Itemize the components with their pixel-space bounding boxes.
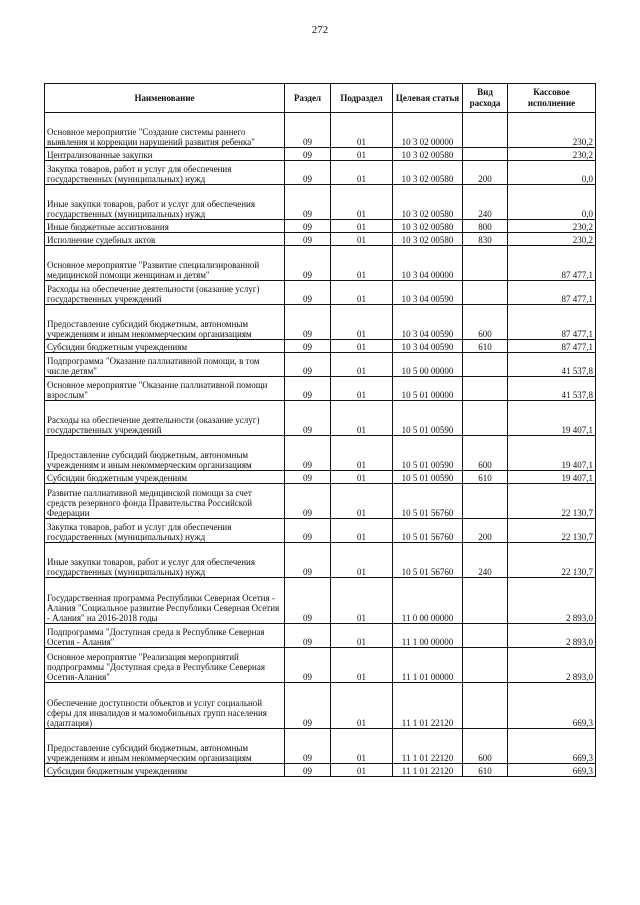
row-target: 10 5 01 00590 <box>393 401 463 436</box>
table-row <box>45 683 596 729</box>
row-name: Основное мероприятие "Оказание паллиативной помощи взрослым" <box>45 377 285 401</box>
row-target: 10 3 02 00000 <box>393 113 463 148</box>
table-row <box>45 401 596 436</box>
row-target: 10 5 01 56760 <box>393 519 463 543</box>
row-subsection: 01 <box>331 484 393 519</box>
row-name: Предоставление субсидий бюджетным, автономным учреждениям и иным некоммерческим организациям <box>45 729 285 764</box>
header-target: Целевая статья <box>393 84 463 113</box>
row-subsection: 01 <box>331 113 393 148</box>
row-subsection: 01 <box>331 246 393 281</box>
table-row <box>45 185 596 220</box>
row-target: 10 3 02 00580 <box>393 185 463 220</box>
row-section: 09 <box>285 519 331 543</box>
row-name: Иные закупки товаров, работ и услуг для обеспечения государственных (муниципальных) нужд <box>45 185 285 220</box>
table-row <box>45 246 596 281</box>
row-target: 10 3 04 00590 <box>393 340 463 353</box>
row-subsection: 01 <box>331 471 393 484</box>
row-kind: 610 <box>463 471 508 484</box>
row-section: 09 <box>285 764 331 777</box>
row-subsection: 01 <box>331 340 393 353</box>
row-kind: 200 <box>463 519 508 543</box>
row-target: 10 3 02 00580 <box>393 161 463 185</box>
table-row <box>45 305 596 340</box>
row-kind <box>463 281 508 305</box>
page-number: 272 <box>311 24 329 36</box>
row-amount: 22 130,7 <box>508 543 596 578</box>
row-amount: 2 893,0 <box>508 578 596 624</box>
table-body <box>45 113 596 777</box>
row-target: 10 3 02 00580 <box>393 148 463 161</box>
row-name: Подпрограмма "Доступная среда в Республике Северная Осетия - Алания" <box>45 624 285 648</box>
row-name: Закупка товаров, работ и услуг для обеспечения государственных (муниципальных) нужд <box>45 519 285 543</box>
row-target: 11 1 01 22120 <box>393 683 463 729</box>
row-kind <box>463 484 508 519</box>
row-section: 09 <box>285 340 331 353</box>
row-kind <box>463 246 508 281</box>
row-section: 09 <box>285 161 331 185</box>
row-target: 10 3 02 00580 <box>393 233 463 246</box>
row-kind <box>463 148 508 161</box>
row-name: Иные бюджетные ассигнования <box>45 220 285 233</box>
row-kind: 240 <box>463 543 508 578</box>
row-subsection: 01 <box>331 624 393 648</box>
row-name: Предоставление субсидий бюджетным, автономным учреждениям и иным некоммерческим организациям <box>45 436 285 471</box>
table-header-row <box>45 84 596 113</box>
row-kind <box>463 683 508 729</box>
table-row <box>45 648 596 683</box>
row-name: Исполнение судебных актов <box>45 233 285 246</box>
row-target: 10 3 04 00000 <box>393 246 463 281</box>
row-amount: 0,0 <box>508 161 596 185</box>
row-amount: 230,2 <box>508 233 596 246</box>
table-row <box>45 729 596 764</box>
row-section: 09 <box>285 233 331 246</box>
row-kind: 240 <box>463 185 508 220</box>
row-section: 09 <box>285 484 331 519</box>
row-name: Подпрограмма "Оказание паллиативной помощи, в том числе детям" <box>45 353 285 377</box>
row-kind <box>463 648 508 683</box>
header-cash: Кассовое исполнение <box>508 84 596 113</box>
row-amount: 87 477,1 <box>508 246 596 281</box>
row-amount: 22 130,7 <box>508 484 596 519</box>
table-row <box>45 233 596 246</box>
row-amount: 230,2 <box>508 220 596 233</box>
header-subsection: Подраздел <box>331 84 393 113</box>
row-amount: 230,2 <box>508 148 596 161</box>
row-section: 09 <box>285 624 331 648</box>
row-name: Основное мероприятие "Реализация мероприятий подпрограммы "Доступная среда в Республике Северная Осетия-Алания" <box>45 648 285 683</box>
table-row <box>45 113 596 148</box>
row-amount: 2 893,0 <box>508 648 596 683</box>
row-kind: 610 <box>463 764 508 777</box>
row-target: 10 3 02 00580 <box>393 220 463 233</box>
table-row <box>45 519 596 543</box>
row-section: 09 <box>285 185 331 220</box>
table-row <box>45 340 596 353</box>
row-section: 09 <box>285 246 331 281</box>
table-row <box>45 220 596 233</box>
row-target: 11 1 01 22120 <box>393 764 463 777</box>
table-row <box>45 543 596 578</box>
budget-table <box>44 83 596 777</box>
row-kind: 830 <box>463 233 508 246</box>
row-kind <box>463 377 508 401</box>
row-subsection: 01 <box>331 161 393 185</box>
row-subsection: 01 <box>331 281 393 305</box>
row-kind: 600 <box>463 436 508 471</box>
row-kind: 800 <box>463 220 508 233</box>
row-subsection: 01 <box>331 648 393 683</box>
row-target: 10 3 04 00590 <box>393 281 463 305</box>
row-amount: 41 537,8 <box>508 377 596 401</box>
row-section: 09 <box>285 578 331 624</box>
row-name: Обеспечение доступности объектов и услуг социальной сферы для инвалидов и маломобильных групп населения (адаптация) <box>45 683 285 729</box>
row-target: 10 5 01 00590 <box>393 471 463 484</box>
table-row <box>45 353 596 377</box>
header-name: Наименование <box>45 84 285 113</box>
row-section: 09 <box>285 543 331 578</box>
row-amount: 41 537,8 <box>508 353 596 377</box>
row-target: 11 1 00 00000 <box>393 624 463 648</box>
row-subsection: 01 <box>331 543 393 578</box>
row-amount: 87 477,1 <box>508 305 596 340</box>
row-section: 09 <box>285 148 331 161</box>
row-kind: 200 <box>463 161 508 185</box>
row-subsection: 01 <box>331 185 393 220</box>
row-name: Предоставление субсидий бюджетным, автономным учреждениям и иным некоммерческим организациям <box>45 305 285 340</box>
row-section: 09 <box>285 471 331 484</box>
row-kind <box>463 578 508 624</box>
row-amount: 669,3 <box>508 683 596 729</box>
row-section: 09 <box>285 401 331 436</box>
row-subsection: 01 <box>331 305 393 340</box>
row-section: 09 <box>285 436 331 471</box>
row-section: 09 <box>285 683 331 729</box>
table-row <box>45 148 596 161</box>
table-row <box>45 377 596 401</box>
row-section: 09 <box>285 281 331 305</box>
row-name: Централизованные закупки <box>45 148 285 161</box>
row-kind: 600 <box>463 729 508 764</box>
row-subsection: 01 <box>331 220 393 233</box>
row-kind <box>463 353 508 377</box>
row-target: 10 5 01 00000 <box>393 377 463 401</box>
row-kind <box>463 113 508 148</box>
row-subsection: 01 <box>331 377 393 401</box>
row-amount: 2 893,0 <box>508 624 596 648</box>
row-section: 09 <box>285 220 331 233</box>
row-amount: 669,3 <box>508 729 596 764</box>
row-target: 10 5 01 00590 <box>393 436 463 471</box>
table-row <box>45 764 596 777</box>
row-subsection: 01 <box>331 519 393 543</box>
row-name: Основное мероприятие "Создание системы раннего выявления и коррекции нарушений развития ребенка" <box>45 113 285 148</box>
table-row <box>45 471 596 484</box>
row-subsection: 01 <box>331 353 393 377</box>
row-amount: 230,2 <box>508 113 596 148</box>
row-target: 10 5 01 56760 <box>393 484 463 519</box>
row-amount: 19 407,1 <box>508 471 596 484</box>
row-amount: 87 477,1 <box>508 340 596 353</box>
row-kind <box>463 401 508 436</box>
row-subsection: 01 <box>331 436 393 471</box>
header-section: Раздел <box>285 84 331 113</box>
row-kind: 600 <box>463 305 508 340</box>
row-subsection: 01 <box>331 401 393 436</box>
row-subsection: 01 <box>331 148 393 161</box>
row-section: 09 <box>285 729 331 764</box>
row-amount: 0,0 <box>508 185 596 220</box>
row-kind: 610 <box>463 340 508 353</box>
row-section: 09 <box>285 648 331 683</box>
row-subsection: 01 <box>331 683 393 729</box>
row-name: Расходы на обеспечение деятельности (оказание услуг) государственных учреждений <box>45 401 285 436</box>
row-subsection: 01 <box>331 233 393 246</box>
row-name: Субсидии бюджетным учреждениям <box>45 340 285 353</box>
row-amount: 87 477,1 <box>508 281 596 305</box>
table-row <box>45 624 596 648</box>
header-kind: Вид расхода <box>463 84 508 113</box>
row-kind <box>463 624 508 648</box>
row-name: Развитие паллиативной медицинской помощи за счет средств резервного фонда Правительства Российской Федерации <box>45 484 285 519</box>
row-amount: 22 130,7 <box>508 519 596 543</box>
row-target: 11 0 00 00000 <box>393 578 463 624</box>
row-amount: 669,3 <box>508 764 596 777</box>
table-row <box>45 281 596 305</box>
row-name: Субсидии бюджетным учреждениям <box>45 471 285 484</box>
row-target: 10 5 00 00000 <box>393 353 463 377</box>
row-subsection: 01 <box>331 578 393 624</box>
row-amount: 19 407,1 <box>508 401 596 436</box>
row-target: 10 3 04 00590 <box>393 305 463 340</box>
row-name: Государственная программа Республики Северная Осетия - Алания "Социальное развитие Республики Северная Осетия - Алания" на 2016-2018 годы <box>45 578 285 624</box>
row-section: 09 <box>285 353 331 377</box>
table-row <box>45 161 596 185</box>
row-name: Основное мероприятие "Развитие специализированной медицинской помощи женщинам и детям" <box>45 246 285 281</box>
row-amount: 19 407,1 <box>508 436 596 471</box>
row-subsection: 01 <box>331 764 393 777</box>
row-section: 09 <box>285 113 331 148</box>
row-target: 10 5 01 56760 <box>393 543 463 578</box>
table-row <box>45 484 596 519</box>
row-name: Закупка товаров, работ и услуг для обеспечения государственных (муниципальных) нужд <box>45 161 285 185</box>
row-target: 11 1 01 22120 <box>393 729 463 764</box>
row-name: Иные закупки товаров, работ и услуг для обеспечения государственных (муниципальных) нужд <box>45 543 285 578</box>
row-section: 09 <box>285 377 331 401</box>
table-row <box>45 436 596 471</box>
row-subsection: 01 <box>331 729 393 764</box>
table-row <box>45 578 596 624</box>
row-target: 11 1 01 00000 <box>393 648 463 683</box>
row-name: Субсидии бюджетным учреждениям <box>45 764 285 777</box>
row-name: Расходы на обеспечение деятельности (оказание услуг) государственных учреждений <box>45 281 285 305</box>
row-section: 09 <box>285 305 331 340</box>
